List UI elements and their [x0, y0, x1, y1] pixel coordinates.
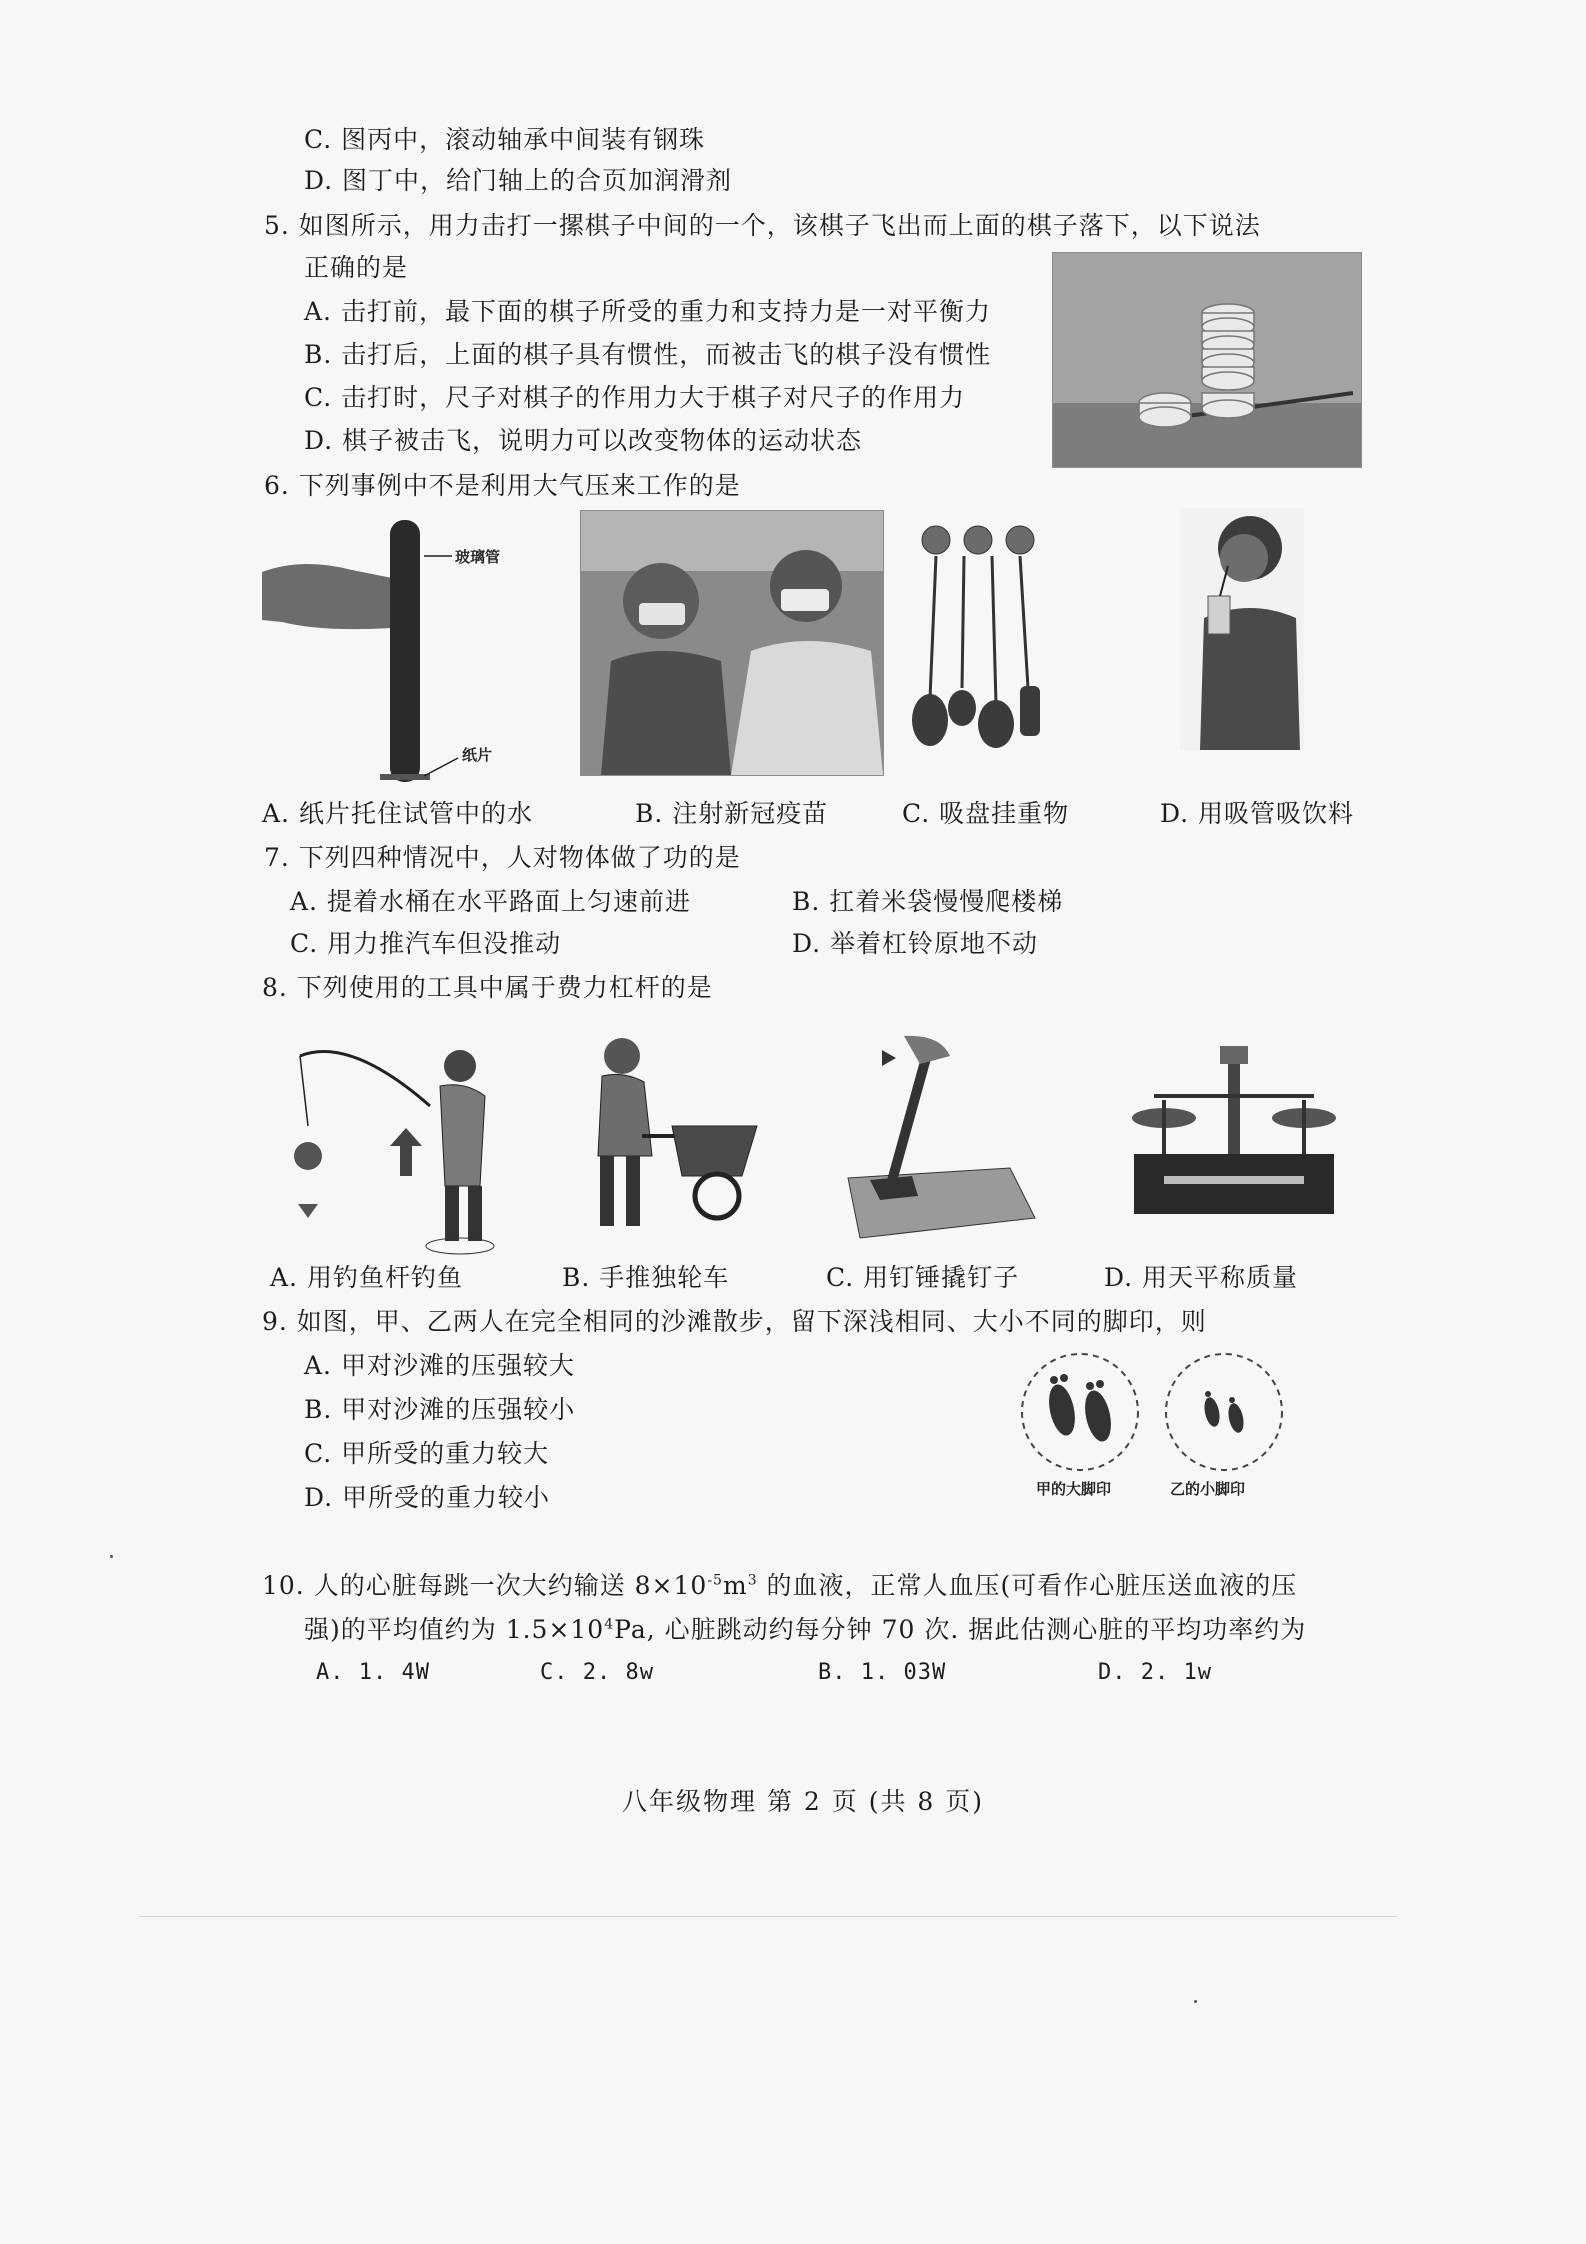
claw-hammer-illustration [840, 1028, 1040, 1250]
q8-figure-b-wheelbarrow [552, 1026, 772, 1256]
q10-text-d: 强)的平均值约为 1.5×10 [304, 1615, 605, 1644]
q4-option-d: D. 图丁中，给门轴上的合页加润滑剂 [304, 166, 733, 195]
q6-option-d: D. 用吸管吸饮料 [1160, 799, 1355, 828]
q5-checker-stack-photo [1052, 252, 1362, 468]
boy-drinking-illustration [1180, 508, 1304, 750]
q5-option-a: A. 击打前，最下面的棋子所受的重力和支持力是一对平衡力 [304, 297, 991, 326]
q10-pressure-exponent: 4 [604, 1616, 615, 1633]
q7-option-c: C. 用力推汽车但没推动 [290, 929, 562, 958]
scan-speck [1194, 2000, 1197, 2003]
q8-option-c: C. 用钉锤撬钉子 [826, 1263, 1020, 1292]
q8-option-a: A. 用钓鱼杆钓鱼 [270, 1263, 463, 1292]
q7-option-d: D. 举着杠铃原地不动 [792, 929, 1039, 958]
q6-stem: 6. 下列事例中不是利用大气压来工作的是 [264, 471, 741, 500]
q10-option-b: B. 1. 03W [818, 1660, 947, 1685]
q9-option-a: A. 甲对沙滩的压强较大 [304, 1351, 575, 1380]
glass-tube-illustration [262, 512, 562, 794]
big-footprint-label: 甲的大脚印 [1036, 1480, 1112, 1498]
q4-option-c: C. 图丙中，滚动轴承中间装有钢珠 [304, 125, 706, 154]
q9-stem: 9. 如图，甲、乙两人在完全相同的沙滩散步，留下深浅相同、大小不同的脚印，则 [262, 1307, 1207, 1336]
q8-figure-a-fishing [280, 1026, 500, 1256]
q9-small-footprint-figure [1162, 1350, 1286, 1474]
small-footprint-icon [1162, 1350, 1286, 1474]
q8-option-d: D. 用天平称质量 [1104, 1263, 1299, 1292]
q9-option-b: B. 甲对沙滩的压强较小 [304, 1395, 576, 1424]
wheelbarrow-illustration [552, 1026, 772, 1256]
q9-option-c: C. 甲所受的重力较大 [304, 1439, 550, 1468]
suction-cup-illustration [902, 508, 1054, 764]
q7-stem: 7. 下列四种情况中，人对物体做了功的是 [264, 843, 741, 872]
q7-option-a: A. 提着水桶在水平路面上匀速前进 [290, 887, 691, 916]
q10-stem-line1 [262, 1568, 1297, 1604]
checker-stack-illustration [1053, 253, 1361, 467]
q10-text-a: 10. 人的心脏每跳一次大约输送 8×10 [262, 1571, 708, 1600]
small-footprint-label: 乙的小脚印 [1170, 1480, 1246, 1498]
balance-scale-illustration [1124, 1034, 1344, 1228]
q6-option-c: C. 吸盘挂重物 [902, 799, 1070, 828]
q8-figure-d-balance-scale [1124, 1034, 1344, 1228]
q10-text-c: 的血液，正常人血压(可看作心脏压送血液的压 [757, 1571, 1298, 1600]
q6-figure-d-straw-boy [1180, 508, 1304, 750]
q10-option-a: A. 1. 4W [316, 1660, 430, 1685]
q10-unit-exponent: 3 [747, 1572, 758, 1589]
vaccine-illustration [581, 511, 883, 775]
q6-figure-c-suction-hooks [902, 508, 1054, 764]
q6-option-a: A. 纸片托住试管中的水 [262, 799, 533, 828]
q6-figure-b-vaccine-photo [580, 510, 884, 776]
page-bottom-rule [138, 1916, 1398, 1917]
q9-option-d: D. 甲所受的重力较小 [304, 1483, 551, 1512]
big-footprint-icon [1018, 1350, 1142, 1474]
q9-big-footprint-figure [1018, 1350, 1142, 1474]
q5-stem-cont: 正确的是 [304, 253, 409, 282]
q5-option-b: B. 击打后，上面的棋子具有惯性，而被击飞的棋子没有惯性 [304, 340, 992, 369]
q6-figure-a-glass-tube [262, 512, 562, 794]
q10-option-c: C. 2. 8w [540, 1660, 654, 1685]
q8-stem: 8. 下列使用的工具中属于费力杠杆的是 [262, 973, 713, 1002]
glass-tube-label: 玻璃管 [455, 548, 501, 566]
q6-option-b: B. 注射新冠疫苗 [635, 799, 829, 828]
q8-option-b: B. 手推独轮车 [562, 1263, 730, 1292]
paper-label: 纸片 [462, 746, 493, 764]
q10-exponent: -5 [707, 1572, 723, 1589]
q7-option-b: B. 扛着米袋慢慢爬楼梯 [792, 887, 1064, 916]
scan-speck [110, 1555, 113, 1558]
q5-stem: 5. 如图所示，用力击打一摞棋子中间的一个，该棋子飞出而上面的棋子落下，以下说法 [264, 211, 1261, 240]
page-footer: 八年级物理 第 2 页 (共 8 页) [622, 1787, 984, 1816]
q8-figure-c-claw-hammer [840, 1028, 1040, 1250]
q5-option-c: C. 击打时，尺子对棋子的作用力大于棋子对尺子的作用力 [304, 383, 966, 412]
q10-option-d: D. 2. 1w [1098, 1660, 1212, 1685]
q10-unit: m [722, 1571, 748, 1600]
q10-stem-line2 [304, 1612, 1306, 1648]
fishing-illustration [280, 1026, 500, 1256]
q10-text-e: Pa, 心脏跳动约每分钟 70 次. 据此估测心脏的平均功率约为 [614, 1615, 1307, 1644]
q5-option-d: D. 棋子被击飞，说明力可以改变物体的运动状态 [304, 426, 863, 455]
